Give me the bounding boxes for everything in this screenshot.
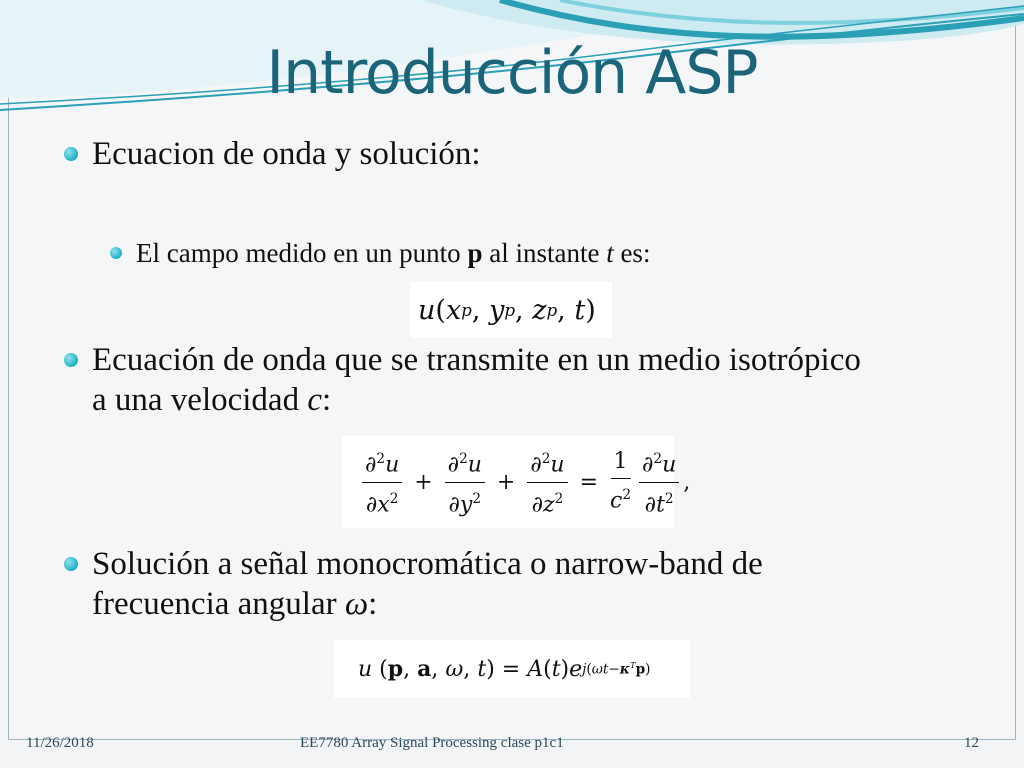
- sub-bullet-item: [110, 236, 650, 270]
- footer-course: EE7780 Array Signal Processing clase p1c1: [300, 735, 564, 751]
- footer-date: 11/26/2018: [26, 735, 94, 751]
- bullet-text: Ecuacion de onda y solución:: [92, 136, 481, 172]
- bullet-item: [64, 134, 481, 174]
- equation-wave: $\frac{\partial^2u}{\partial x^2}$ + $\frac{\partial^2u}{\partial y^2}$ + $\frac{\partial^2u}{\partial z^2}$ = $\frac{1}{c^2}$ $\frac{\partial^2u}{\partial t^2}$ ,: [342, 436, 674, 528]
- bullet-icon: [64, 557, 78, 571]
- bullet-text: Solución a señal monocromática o narrow-band de frecuencia angular ω:: [92, 546, 763, 622]
- sub-bullet-text: El campo medido en un punto p al instante t es:: [136, 238, 651, 268]
- bullet-icon: [64, 147, 78, 161]
- bullet-icon: [64, 353, 78, 367]
- equation-solution: u ( p , a , ω , t ) = A ( t ) e $j(\omega t-\kappa^Tp)$: [334, 640, 690, 698]
- bullet-text: Ecuación de onda que se transmite en un medio isotrópico a una velocidad c:: [92, 342, 861, 418]
- bullet-item: [64, 544, 763, 624]
- bullet-item: [64, 340, 861, 420]
- slide-number: 12: [964, 735, 979, 751]
- equation-field: u ( x p , y p , z p , t ): [410, 282, 612, 338]
- slide-title: Introducción ASP: [266, 38, 758, 108]
- bullet-icon: [110, 247, 122, 259]
